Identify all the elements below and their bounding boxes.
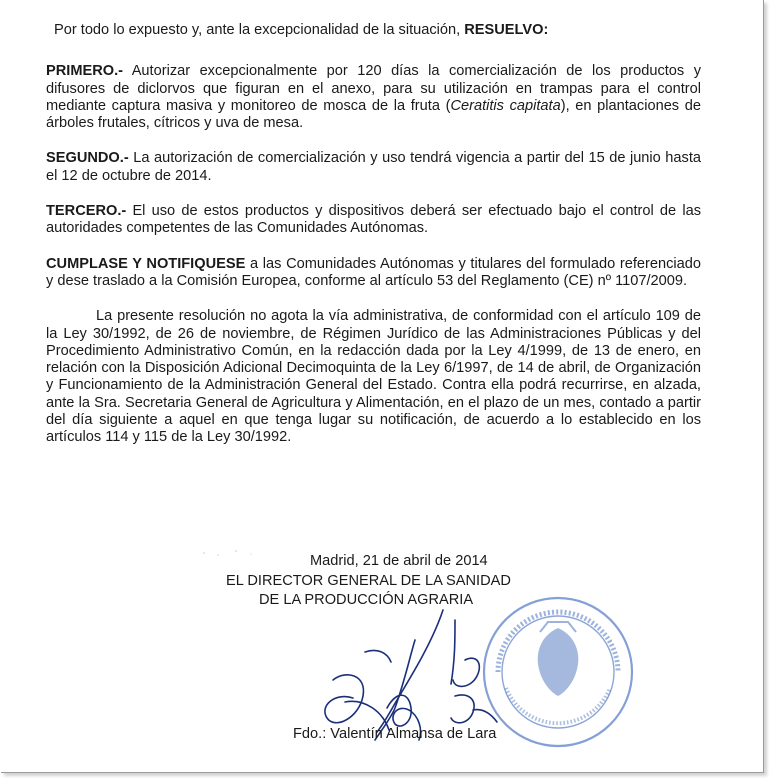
document-body xyxy=(46,22,701,447)
tercero-heading: TERCERO.- xyxy=(46,203,127,220)
primero-paragraph: PRIMERO.- Autorizar excepcionalmente por 120 días la comercialización de los productos y difusores de diclorvos que figuran en el anexo, para su utilización en trampas para el control mediante captura masiva y monitoreo de mosca de la fruta (Ceratitis capitata), en plantaciones de árboles frutales, cítricos y uva de mesa. xyxy=(46,63,701,132)
place-date: Madrid, 21 de abril de 2014 xyxy=(310,553,488,569)
scan-specks xyxy=(196,545,296,565)
tercero-paragraph: TERCERO.- El uso de estos productos y dispositivos deberá ser efectuado bajo el control de las autoridades competentes de las Comunidades Autónomas. xyxy=(46,203,701,237)
species-name: Ceratitis capitata xyxy=(450,97,561,114)
signed-by: Fdo.: Valentín Almansa de Lara xyxy=(293,726,497,742)
segundo-paragraph: SEGUNDO.- La autorización de comercialización y uso tendrá vigencia a partir del 15 de junio hasta el 12 de octubre de 2014. xyxy=(46,150,701,184)
primero-heading: PRIMERO.- xyxy=(46,63,124,80)
cumplase-heading: CUMPLASE Y NOTIFIQUESE xyxy=(46,255,246,272)
cumplase-paragraph: CUMPLASE Y NOTIFIQUESE a las Comunidades Autónomas y titulares del formulado referenciado y dese traslado a la Comisión Europea, conforme al artículo 53 del Reglamento (CE) nº 1107/2009. xyxy=(46,255,701,289)
signer-title-line2: DE LA PRODUCCIÓN AGRARIA xyxy=(259,592,474,608)
resuelvo-keyword: RESUELVO: xyxy=(464,22,549,38)
signer-title-line1: EL DIRECTOR GENERAL DE LA SANIDAD xyxy=(226,573,511,589)
intro-paragraph: Por todo lo expuesto y, ante la excepcionalidad de la situación, RESUELVO: xyxy=(54,22,549,38)
segundo-heading: SEGUNDO.- xyxy=(46,150,129,167)
final-paragraph: La presente resolución no agota la vía administrativa, de conformidad con el artículo 109 de la Ley 30/1992, de 26 de noviembre, de Régimen Jurídico de las Administraciones Públicas y del Procedimiento Administrativo Común, en la redacción dada por la Ley 4/1999, de 13 de enero, en relación con la Disposición Adicional Decimoquinta de la Ley 6/1997, de 14 de abril, de Organización y Funcionamiento de la Administración General del Estado. Contra ella podrá recurrirse, en alzada, ante la Sra. Secretaria General de Agricultura y Alimentación, en el plazo de un mes, contado a partir del día siguiente a aquel en que tenga lugar su notificación, de acuerdo a lo establecido en los artículos 114 y 115 de la Ley 30/1992. xyxy=(46,308,701,446)
